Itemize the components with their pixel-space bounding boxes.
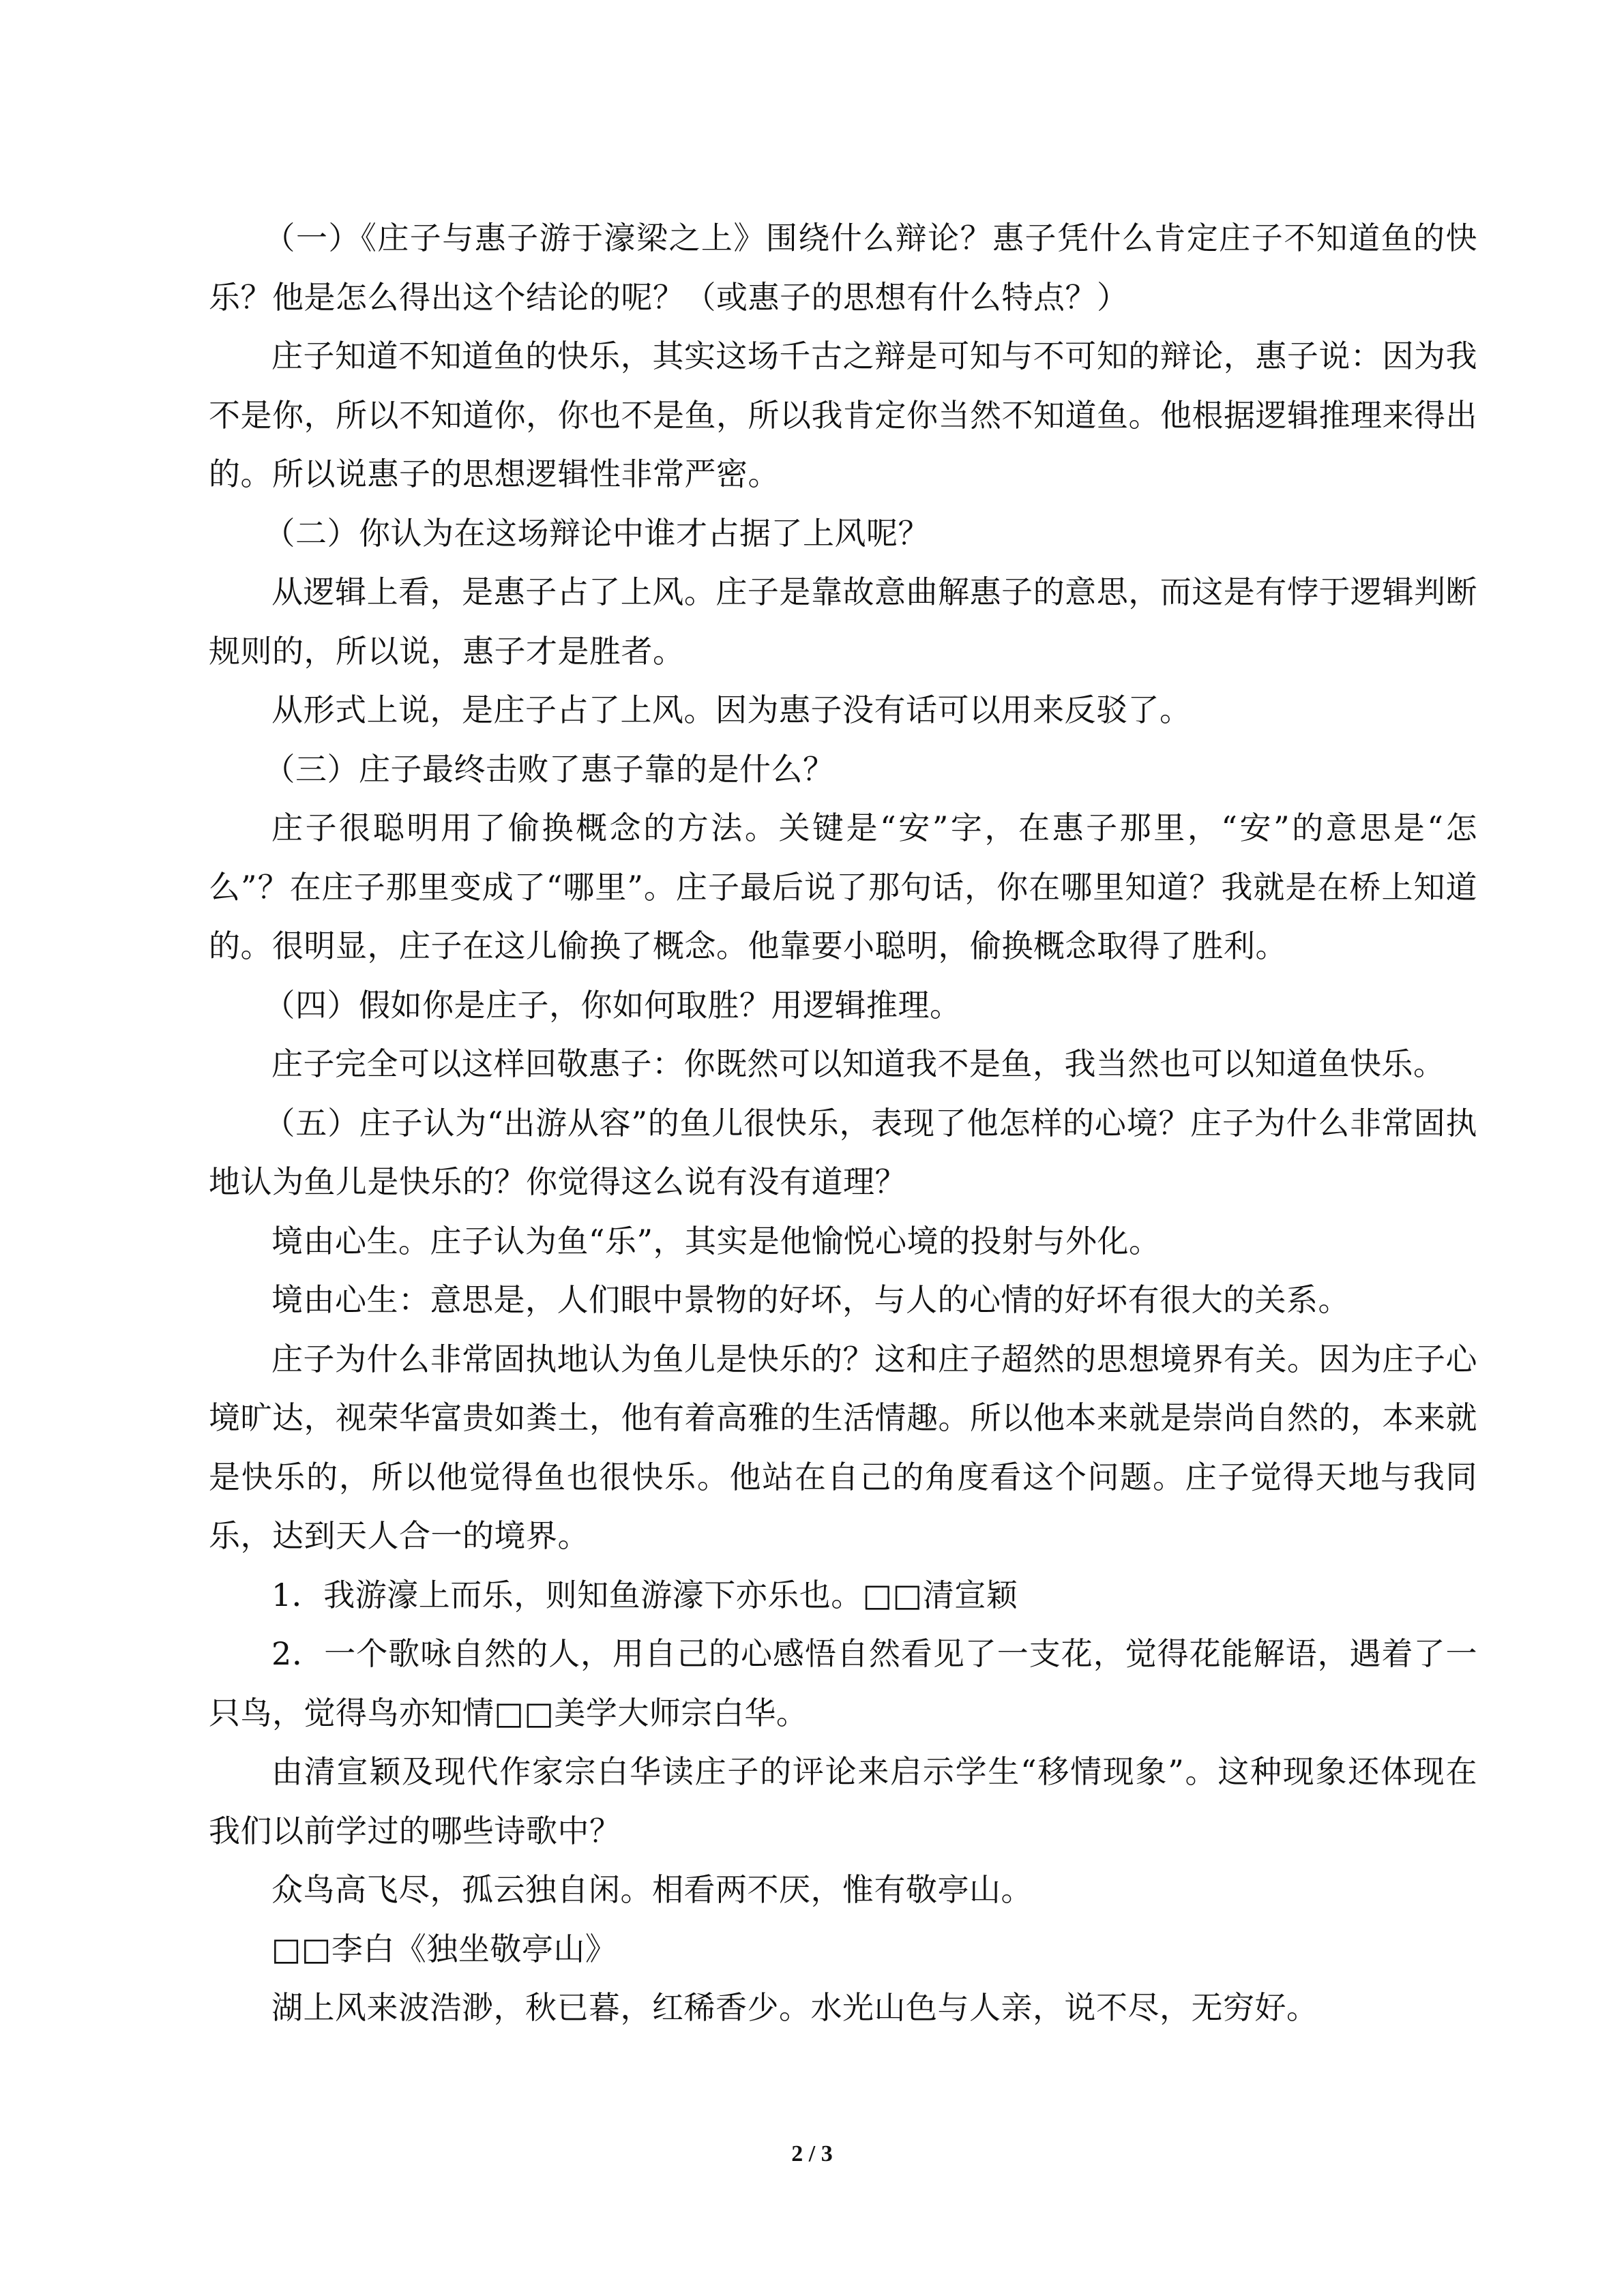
answer-1: 庄子知道不知道鱼的快乐，其实这场千古之辩是可知与不可知的辩论，惠子说：因为我不是你，所以不知道你，你也不是鱼，所以我肯定你当然不知道鱼。他根据逻辑推理来得出的。所以说惠子的思想逻辑性非常严密。 [209,338,1477,492]
answer-5c: 庄子为什么非常固执地认为鱼儿是快乐的？这和庄子超然的思想境界有关。因为庄子心境旷达，视荣华富贵如粪土，他有着高雅的生活情趣。所以他本来就是崇尚自然的，本来就是快乐的，所以他觉得鱼也很快乐。他站在自己的角度看这个问题。庄子觉得天地与我同乐，达到天人合一的境界。 [209,1340,1477,1554]
quote-2: 2．一个歌咏自然的人，用自己的心感悟自然看见了一支花，觉得花能解语，遇着了一只鸟，觉得鸟亦知情□□美学大师宗白华。 [209,1635,1477,1731]
document-body [209,209,1477,2038]
quote-1: 1．我游濠上而乐，则知鱼游濠下亦乐也。□□清宣颖 [271,1576,1018,1613]
poem-lines: 众鸟高飞尽，孤云独自闲。相看两不厌，惟有敬亭山。 [271,1871,1033,1908]
answer-2a: 从逻辑上看，是惠子占了上风。庄子是靠故意曲解惠子的意思，而这是有悖于逻辑判断规则的，所以说，惠子才是胜者。 [209,573,1477,670]
answer-3: 庄子很聪明用了偷换概念的方法。关键是“安”字，在惠子那里，“安”的意思是“怎么”？在庄子那里变成了“哪里”。庄子最后说了那句话，你在哪里知道？我就是在桥上知道的。很明显，庄子在这儿偷换了概念。他靠要小聪明，偷换概念取得了胜利。 [209,809,1477,964]
question-2: （二）你认为在这场辩论中谁才占据了上风呢？ [263,514,930,552]
answer-5b: 境由心生：意思是，人们眼中景物的好坏，与人的心情的好坏有很大的关系。 [271,1281,1350,1318]
question-3: （三）庄子最终击败了惠子靠的是什么？ [263,750,835,788]
page-number: 2 / 3 [791,2141,833,2166]
answer-5a: 境由心生。庄子认为鱼“乐”，其实是他愉悦心境的投射与外化。 [271,1222,1161,1259]
empathy-prompt: 由清宣颖及现代作家宗白华读庄子的评论来启示学生“移情现象”。这种现象还体现在我们以前学过的哪些诗歌中？ [209,1753,1477,1849]
question-5: （五）庄子认为“出游从容”的鱼儿很快乐，表现了他怎样的心境？庄子为什么非常固执地认为鱼儿是快乐的？你觉得这么说有没有道理？ [209,1104,1477,1200]
answer-4: 庄子完全可以这样回敬惠子：你既然可以知道我不是鱼，我当然也可以知道鱼快乐。 [271,1045,1445,1082]
answer-2b: 从形式上说，是庄子占了上风。因为惠子没有话可以用来反驳了。 [271,691,1192,728]
poem-lines-2: 湖上风来波浩渺，秋已暮，红稀香少。水光山色与人亲，说不尽，无穷好。 [271,1989,1318,2026]
question-1: （一）《庄子与惠子游于濠梁之上》围绕什么辩论？惠子凭什么肯定庄子不知道鱼的快乐？他是怎么得出这个结论的呢？（或惠子的思想有什么特点？） [209,220,1477,316]
poem-attribution: □□李白《独坐敬亭山》 [271,1930,617,1967]
question-4: （四）假如你是庄子，你如何取胜？用逻辑推理。 [263,986,962,1024]
